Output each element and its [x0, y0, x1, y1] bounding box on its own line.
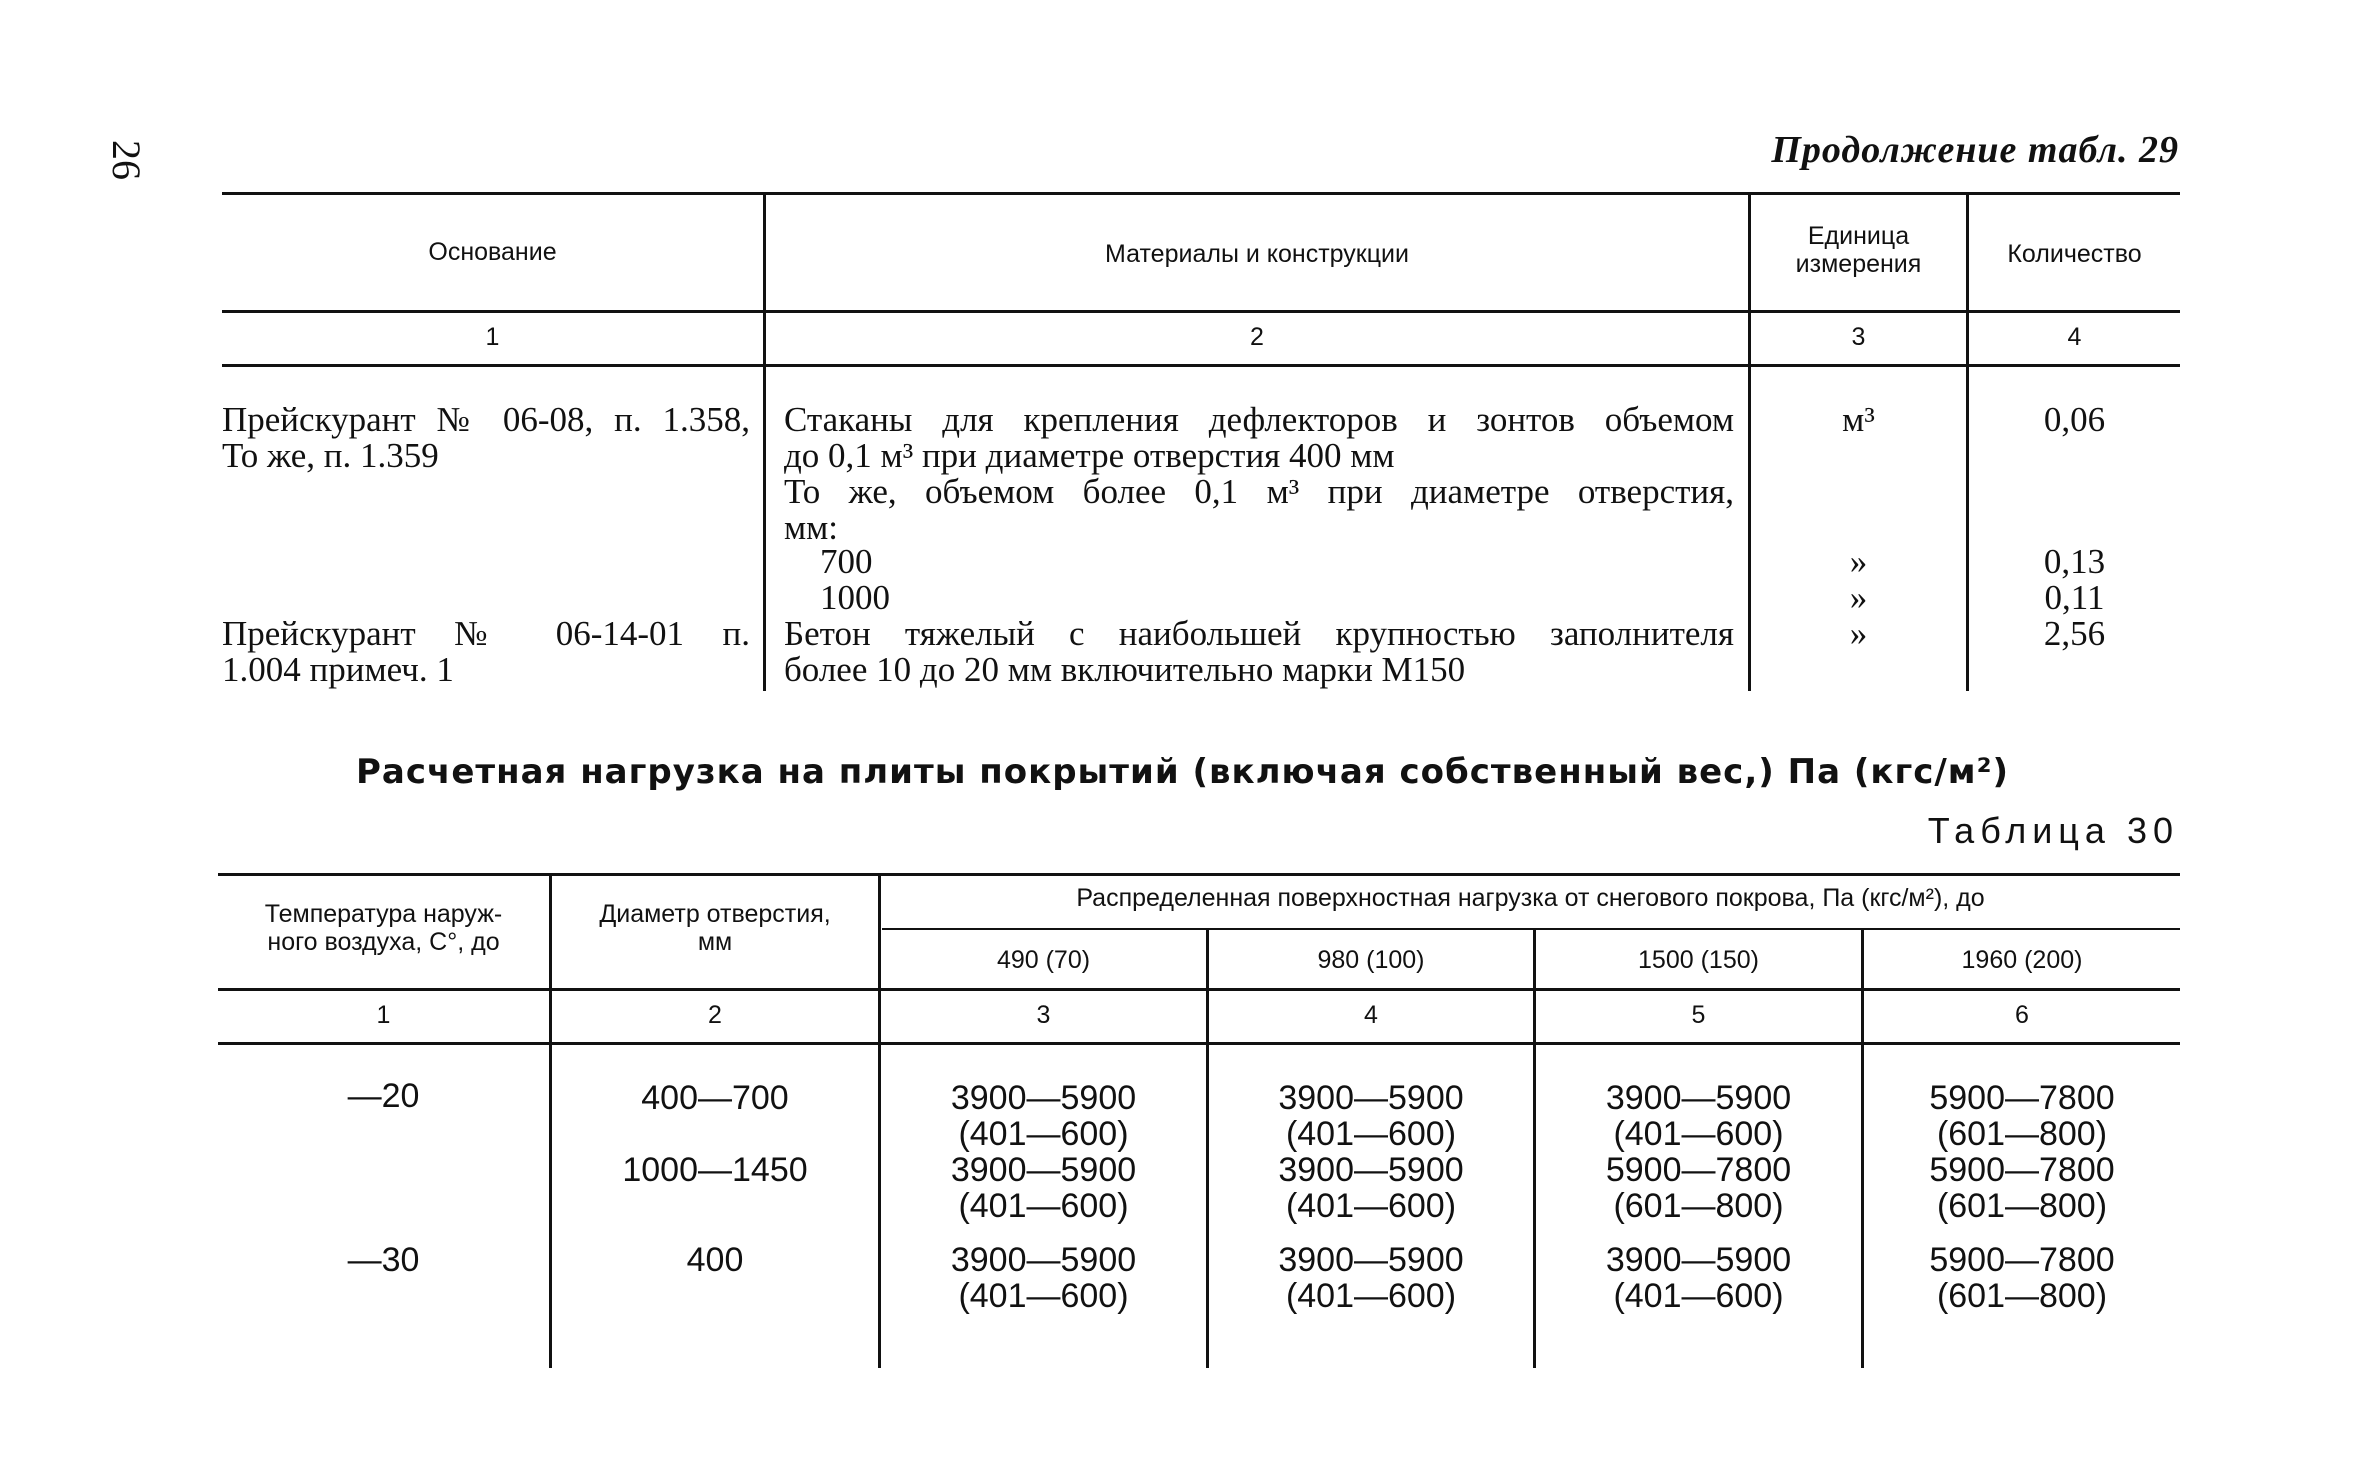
header-temperature-line-1: Температура наруж-: [264, 900, 503, 928]
load-cell: [881, 1080, 1206, 1152]
section-title: Расчетная нагрузка на плиты покрытий (включая собственный вес,) Па (кгс/м²): [355, 752, 2010, 792]
load-cell: [1864, 1152, 2180, 1224]
quantity-cell: 0,13: [2043, 542, 2106, 581]
load-value-kgs: (601—800): [1936, 1187, 2108, 1225]
load-cell: [881, 1152, 1206, 1224]
table-number: Таблица 30: [1927, 810, 2179, 851]
load-cell: [1864, 1242, 2180, 1314]
load-value-kgs: (401—600): [1613, 1115, 1784, 1153]
basis-cell: Прейскурант № 06-14-01 п.: [222, 614, 750, 653]
diameter-cell: 400—700: [641, 1079, 789, 1117]
basis-cell: 1.004 примеч. 1: [222, 650, 454, 689]
load-value: 5900—7800: [1929, 1151, 2115, 1189]
material-line: 1000: [820, 578, 890, 617]
column-number: 6: [2015, 1001, 2029, 1029]
diameter-cell: 1000—1450: [622, 1151, 808, 1189]
header-unit-line-2: измерения: [1795, 250, 1922, 278]
load-value: 5900—7800: [1929, 1079, 2115, 1117]
basis-cell: То же, п. 1.359: [222, 436, 439, 475]
column-divider: [763, 195, 766, 691]
material-line: Стаканы для крепления дефлекторов и зонтов объемом: [784, 400, 1734, 439]
load-value: 3900—5900: [1278, 1241, 1464, 1279]
unit-cell: »: [1849, 578, 1868, 617]
load-cell: [1864, 1080, 2180, 1152]
load-cell: [1536, 1242, 1861, 1314]
load-value: 5900—7800: [1929, 1241, 2115, 1279]
temperature-cell: —30: [347, 1241, 420, 1279]
table-rule: [222, 192, 2180, 195]
quantity-cell: 2,56: [2043, 614, 2106, 653]
header-snow-load: Распределенная поверхностная нагрузка от снегового покрова, Па (кгс/м²), до: [1076, 884, 1985, 912]
column-number: 5: [1691, 1001, 1706, 1029]
header-unit-line-1: Единица: [1807, 222, 1910, 250]
load-value-kgs: (401—600): [1285, 1187, 1457, 1225]
quantity-cell: 0,11: [2044, 578, 2105, 617]
unit-cell: м³: [1842, 400, 1875, 439]
column-number: 1: [485, 323, 500, 351]
load-value-kgs: (401—600): [1285, 1115, 1457, 1153]
load-column-header: 490 (70): [996, 946, 1091, 974]
load-value: 3900—5900: [950, 1151, 1137, 1189]
table-rule: [222, 364, 2180, 367]
load-value: 3900—5900: [1278, 1079, 1464, 1117]
load-value-kgs: (401—600): [958, 1187, 1129, 1225]
material-line: 700: [820, 542, 873, 581]
load-column-header: 1960 (200): [1961, 946, 2083, 974]
diameter-cell: 400: [686, 1241, 744, 1279]
column-number: 4: [1364, 1001, 1378, 1029]
material-line: мм:: [784, 508, 839, 547]
load-cell: [881, 1242, 1206, 1314]
load-cell: [1209, 1242, 1533, 1314]
column-number: 4: [2067, 323, 2082, 351]
load-value-kgs: (401—600): [958, 1115, 1129, 1153]
material-line: более 10 до 20 мм включительно марки М150: [784, 650, 1466, 689]
load-value-kgs: (601—800): [1613, 1187, 1784, 1225]
load-value-kgs: (401—600): [958, 1277, 1129, 1315]
quantity-cell: 0,06: [2043, 400, 2106, 439]
continuation-title: Продолжение табл. 29: [1771, 129, 2179, 171]
column-number: 3: [1851, 323, 1866, 351]
load-column-header: 1500 (150): [1638, 946, 1759, 974]
column-number: 3: [1036, 1001, 1051, 1029]
load-value: 3900—5900: [1278, 1151, 1464, 1189]
unit-cell: »: [1849, 542, 1868, 581]
temperature-cell: —20: [347, 1077, 420, 1115]
material-line: То же, объемом более 0,1 м³ при диаметре отверстия,: [784, 472, 1734, 511]
load-value-kgs: (601—800): [1936, 1277, 2108, 1315]
page-number: 26: [104, 140, 149, 180]
load-value: 3900—5900: [1605, 1241, 1792, 1279]
load-cell: [1209, 1152, 1533, 1224]
table-rule: [882, 928, 2180, 930]
load-value: 3900—5900: [950, 1241, 1137, 1279]
header-diameter-line-2: мм: [697, 928, 733, 956]
column-number: 2: [708, 1001, 722, 1029]
table-rule: [218, 988, 2180, 991]
load-cell: [1536, 1080, 1861, 1152]
header-basis: Основание: [428, 238, 557, 266]
unit-cell: »: [1849, 614, 1868, 653]
column-number: 1: [376, 1001, 391, 1029]
load-column-header: 980 (100): [1317, 946, 1425, 974]
load-value-kgs: (401—600): [1613, 1277, 1784, 1315]
header-diameter-line-1: Диаметр отверстия,: [599, 900, 831, 928]
header-materials: Материалы и конструкции: [1105, 240, 1409, 268]
material-line: Бетон тяжелый с наибольшей крупностью заполнителя: [784, 614, 1734, 653]
load-cell: [1209, 1080, 1533, 1152]
material-line: до 0,1 м³ при диаметре отверстия 400 мм: [784, 436, 1395, 475]
header-temperature-line-2: ного воздуха, С°, до: [267, 928, 500, 956]
header-diameter: [552, 900, 878, 956]
table-rule: [218, 873, 2180, 876]
load-value: 3900—5900: [950, 1079, 1137, 1117]
table-rule: [222, 310, 2180, 313]
load-cell: [1536, 1152, 1861, 1224]
basis-cell: Прейскурант № 06-08, п. 1.358,: [222, 400, 750, 439]
table-rule: [218, 1042, 2180, 1045]
load-value-kgs: (601—800): [1936, 1115, 2108, 1153]
header-quantity: Количество: [2007, 240, 2142, 268]
column-number: 2: [1250, 323, 1264, 351]
header-unit: [1751, 222, 1966, 278]
load-value-kgs: (401—600): [1285, 1277, 1457, 1315]
load-value: 3900—5900: [1605, 1079, 1792, 1117]
header-temperature: [218, 900, 549, 956]
load-value: 5900—7800: [1605, 1151, 1792, 1189]
